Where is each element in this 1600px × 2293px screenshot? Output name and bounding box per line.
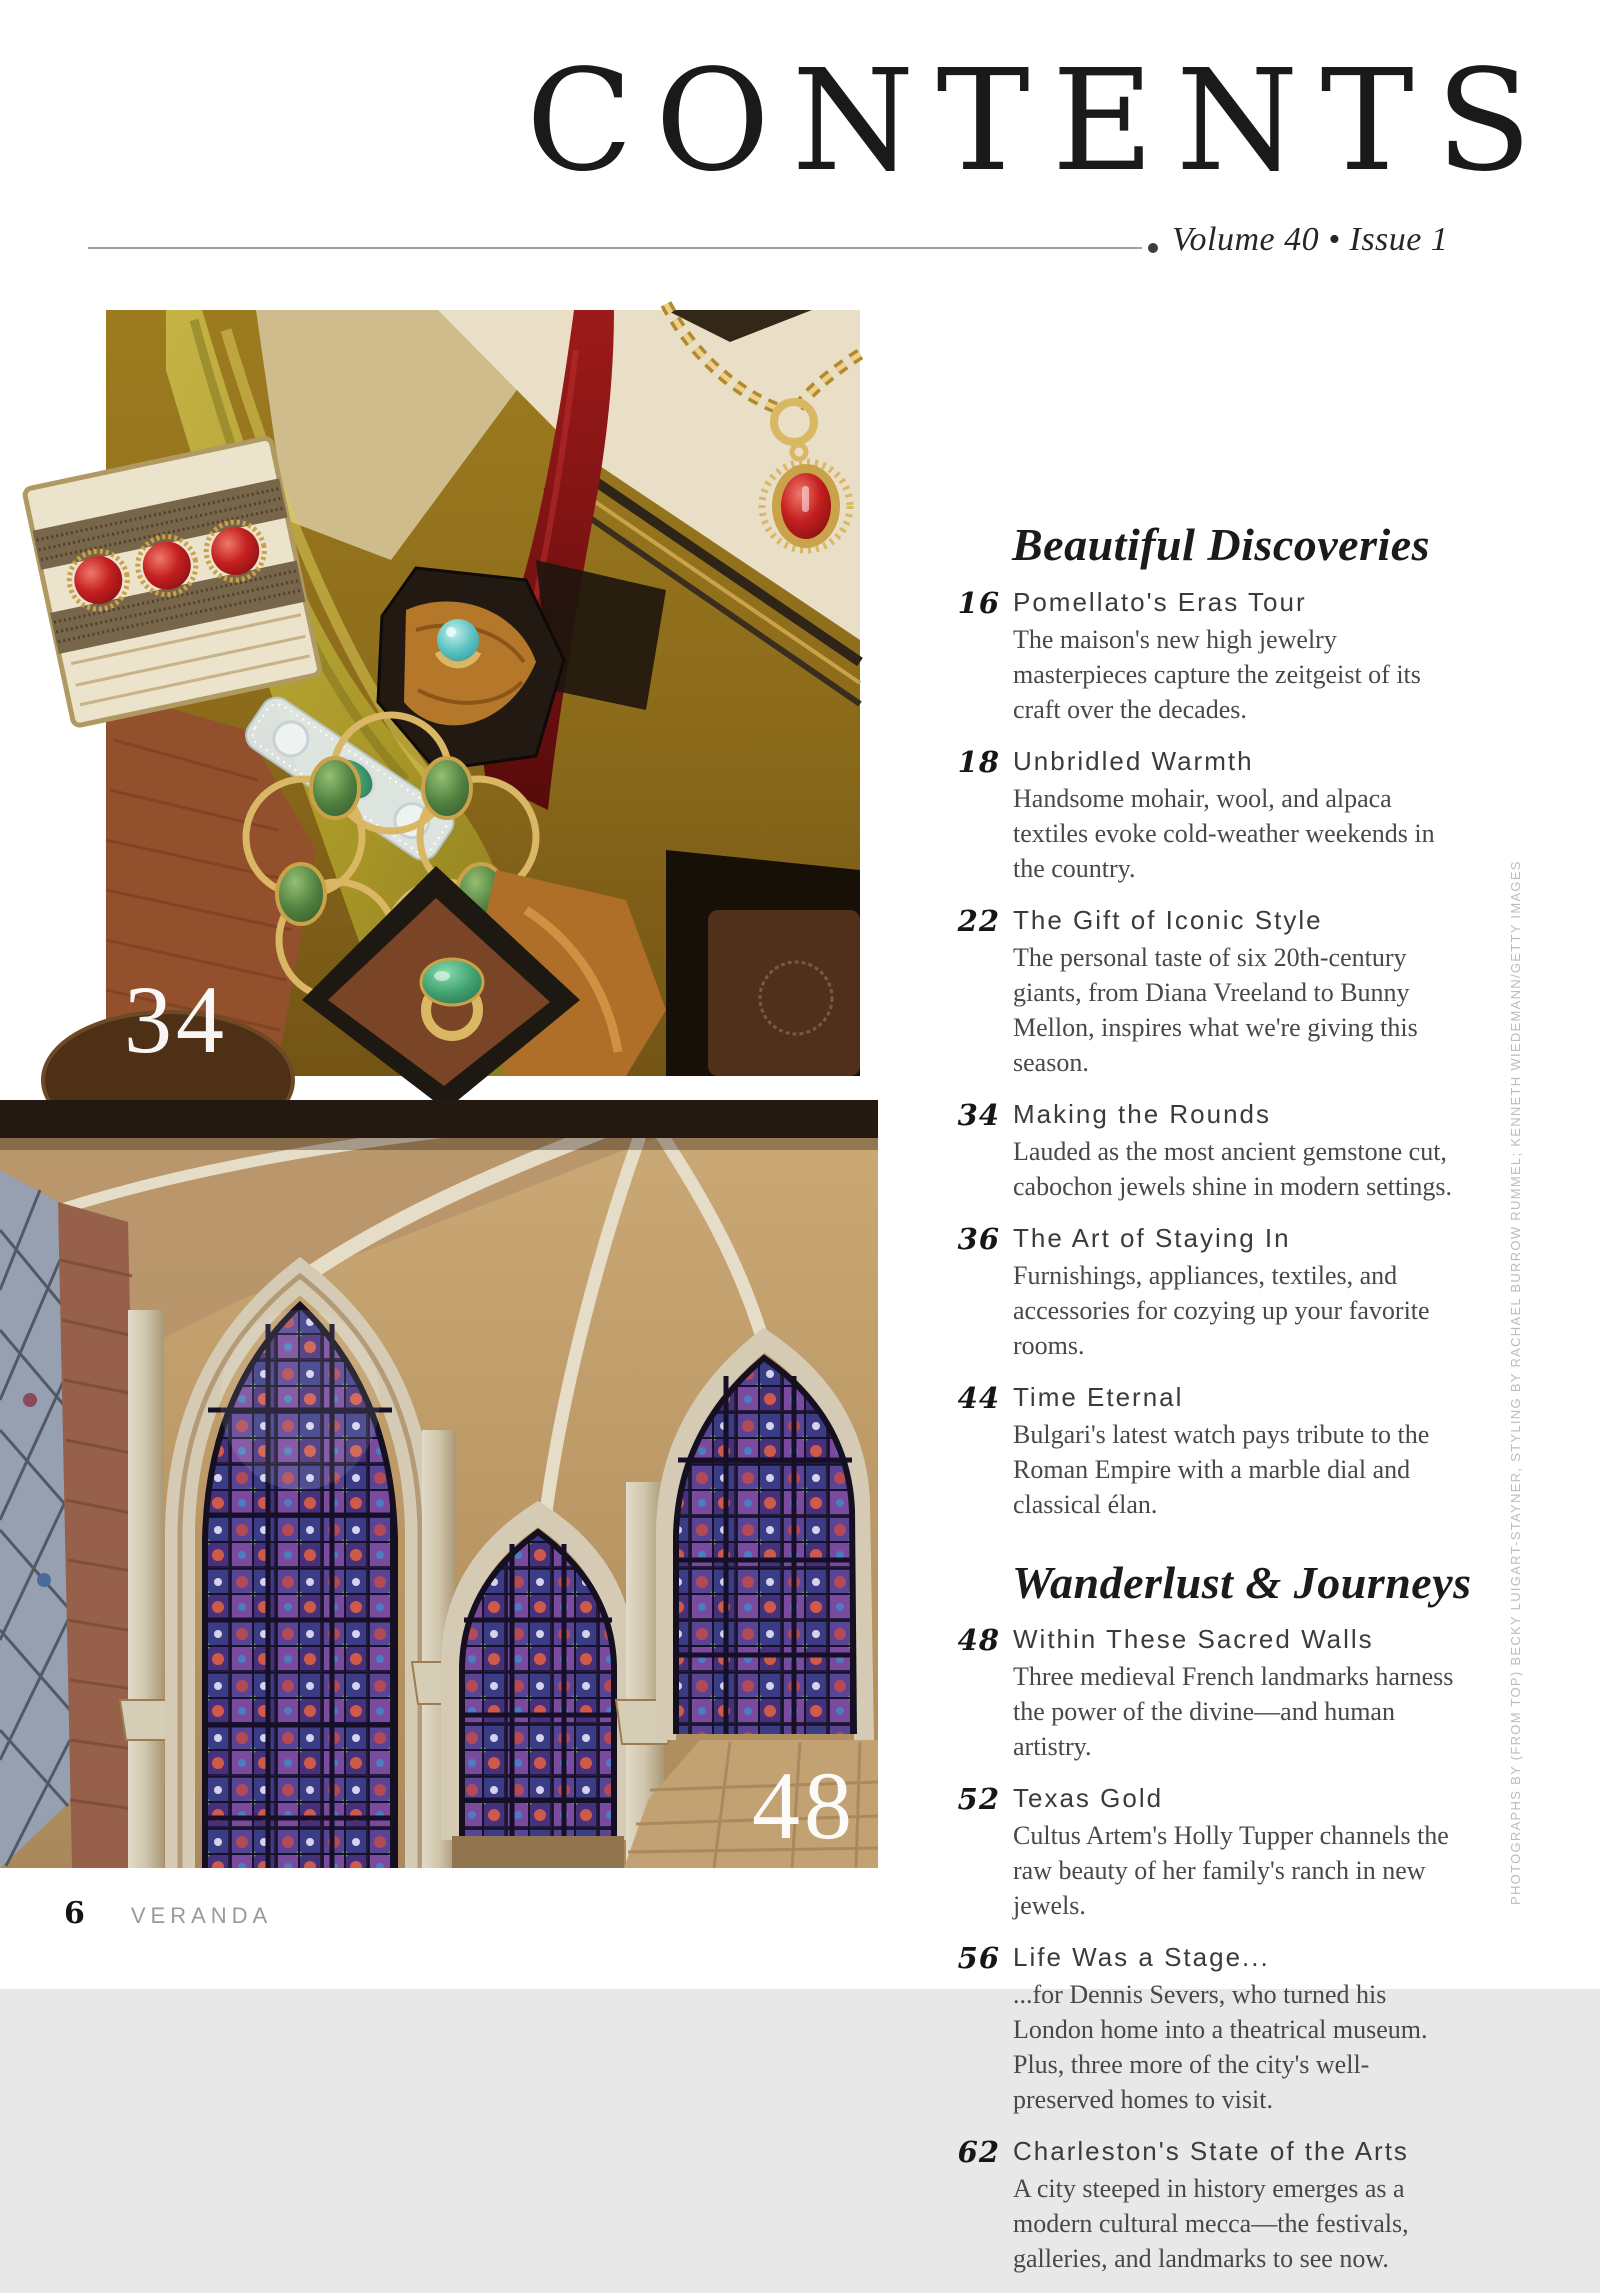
toc-entry-body xyxy=(1013,903,1469,1080)
photo-page-number-48: 48 xyxy=(752,1752,856,1859)
toc-section-heading: Beautiful Discoveries xyxy=(1012,519,1431,570)
toc-entry-body xyxy=(1013,1940,1469,2117)
toc-entry-title: Within These Sacred Walls xyxy=(1013,1624,1374,1655)
left-pilaster xyxy=(128,1310,164,1868)
toc-entry xyxy=(940,744,1472,886)
folio-page-number: 6 xyxy=(64,1896,85,1931)
toc-entry-title: Charleston's State of the Arts xyxy=(1013,2136,1409,2167)
toc-entry xyxy=(940,1781,1472,1923)
photo-page-number-34: 34 xyxy=(124,966,228,1073)
toc-entry-description: Bulgari's latest watch pays tribute to the Roman Empire with a marble dial and classical élan. xyxy=(1013,1419,1430,1519)
photo-credit: PHOTOGRAPHS BY (FROM TOP) BECKY LUIGART-STAYNER, STYLING BY RACHAEL BURROW RUMMEL; KENNETH WIEDEMANN/GETTY IMAGES xyxy=(1508,860,1523,1905)
toc-entry-title: Time Eternal xyxy=(1013,1381,1184,1412)
toc-entry-body xyxy=(1013,1097,1469,1204)
toc-entry-body xyxy=(1013,1781,1469,1923)
cathedral-photo-illustration xyxy=(0,1100,878,1868)
toc-entry-page-number: 22 xyxy=(957,903,1000,938)
toc-entry-body xyxy=(1013,744,1469,886)
jewelry-photo-illustration xyxy=(106,310,860,1076)
toc-entry-body xyxy=(1013,2134,1469,2276)
toc-entry-page-number: 62 xyxy=(957,2135,1000,2170)
toc-entry-title: The Gift of Iconic Style xyxy=(1013,904,1323,935)
toc-entry xyxy=(940,585,1472,727)
photo-jewelry-flat-lay xyxy=(106,310,860,1076)
toc-entry xyxy=(940,1097,1472,1204)
toc-entry-description: Lauded as the most ancient gemstone cut, cabochon jewels shine in modern settings. xyxy=(1013,1136,1453,1201)
toc-section xyxy=(940,520,1472,1522)
toc-entry-page-number: 44 xyxy=(957,1380,1000,1415)
ivory-filigree-chest xyxy=(24,437,321,726)
toc-entry-title: Making the Rounds xyxy=(1013,1098,1272,1129)
toc-entry-body xyxy=(1013,1221,1469,1363)
toc-entry xyxy=(940,1221,1472,1363)
toc-entry xyxy=(940,2134,1472,2276)
page-title: CONTENTS xyxy=(526,40,1554,203)
leather-ring-boxes xyxy=(666,850,860,1076)
toc-entry-page-number: 34 xyxy=(957,1097,1000,1132)
toc-entry-description: A city steeped in history emerges as a modern cultural mecca—the festivals, galleries, and landmarks to see now. xyxy=(1013,2174,1409,2274)
toc-entry-title: Pomellato's Eras Tour xyxy=(1013,586,1307,617)
left-window xyxy=(180,1276,420,1868)
toc-entry-description: Cultus Artem's Holly Tupper channels the raw beauty of her family's ranch in new jewels. xyxy=(1013,1821,1449,1921)
center-window xyxy=(452,1514,624,1868)
toc-entry-description: The personal taste of six 20th-century giants, from Diana Vreeland to Bunny Mellon, inspires what we're giving this season. xyxy=(1013,942,1418,1077)
toc-entry-description: Three medieval French landmarks harness the power of the divine—and human artistry. xyxy=(1013,1662,1454,1762)
toc-section-heading: Wanderlust & Journeys xyxy=(1012,1556,1472,1608)
toc-entry-title: Texas Gold xyxy=(1013,1783,1164,1814)
chrysoprase-ring-stone xyxy=(421,959,483,1005)
toc-section xyxy=(940,1558,1472,2277)
photo-stained-glass-cathedral xyxy=(0,1100,878,1868)
toc-entry-description: Handsome mohair, wool, and alpaca textiles evoke cold-weather weekends in the country. xyxy=(1013,783,1435,883)
volume-issue: Volume 40 • Issue 1 xyxy=(1172,221,1449,258)
toc-entry-page-number: 16 xyxy=(957,585,1000,620)
toc-entry xyxy=(940,903,1472,1080)
masthead-rule xyxy=(88,247,1142,249)
toc-entry-description: Furnishings, appliances, textiles, and accessories for cozying up your favorite rooms. xyxy=(1013,1260,1430,1360)
toc-entry-title: The Art of Staying In xyxy=(1013,1222,1291,1253)
masthead-rule-dot xyxy=(1148,243,1158,253)
right-window xyxy=(666,1340,864,1740)
toc-entry xyxy=(940,1380,1472,1522)
toc-entry-title: Unbridled Warmth xyxy=(1013,745,1254,776)
toc-entry-body xyxy=(1013,585,1469,727)
toc-entry-title: Life Was a Stage... xyxy=(1013,1942,1270,1973)
folio xyxy=(64,1896,272,1931)
toc-entry-page-number: 56 xyxy=(957,1941,1000,1976)
toc-entry-description: The maison's new high jewelry masterpieces capture the zeitgeist of its craft over the decades. xyxy=(1013,624,1421,724)
magazine-name: VERANDA xyxy=(130,1903,273,1928)
toc-entry-page-number: 36 xyxy=(957,1221,1000,1256)
toc-entry-body xyxy=(1013,1622,1469,1764)
toc-entry-page-number: 52 xyxy=(957,1782,1000,1817)
toc-entry-page-number: 18 xyxy=(957,744,1000,779)
toc-entry xyxy=(940,1940,1472,2117)
toc-entry-body xyxy=(1013,1380,1469,1522)
toc xyxy=(940,520,1472,2293)
toc-entry-description: ...for Dennis Severs, who turned his London home into a theatrical museum. Plus, three more of the city's well-preserved homes to visit. xyxy=(1013,1980,1428,2115)
toc-entry xyxy=(940,1622,1472,1764)
toc-entry-page-number: 48 xyxy=(957,1623,1000,1658)
turquoise-ring-stone xyxy=(437,619,479,661)
top-shadow-band xyxy=(0,1100,878,1138)
